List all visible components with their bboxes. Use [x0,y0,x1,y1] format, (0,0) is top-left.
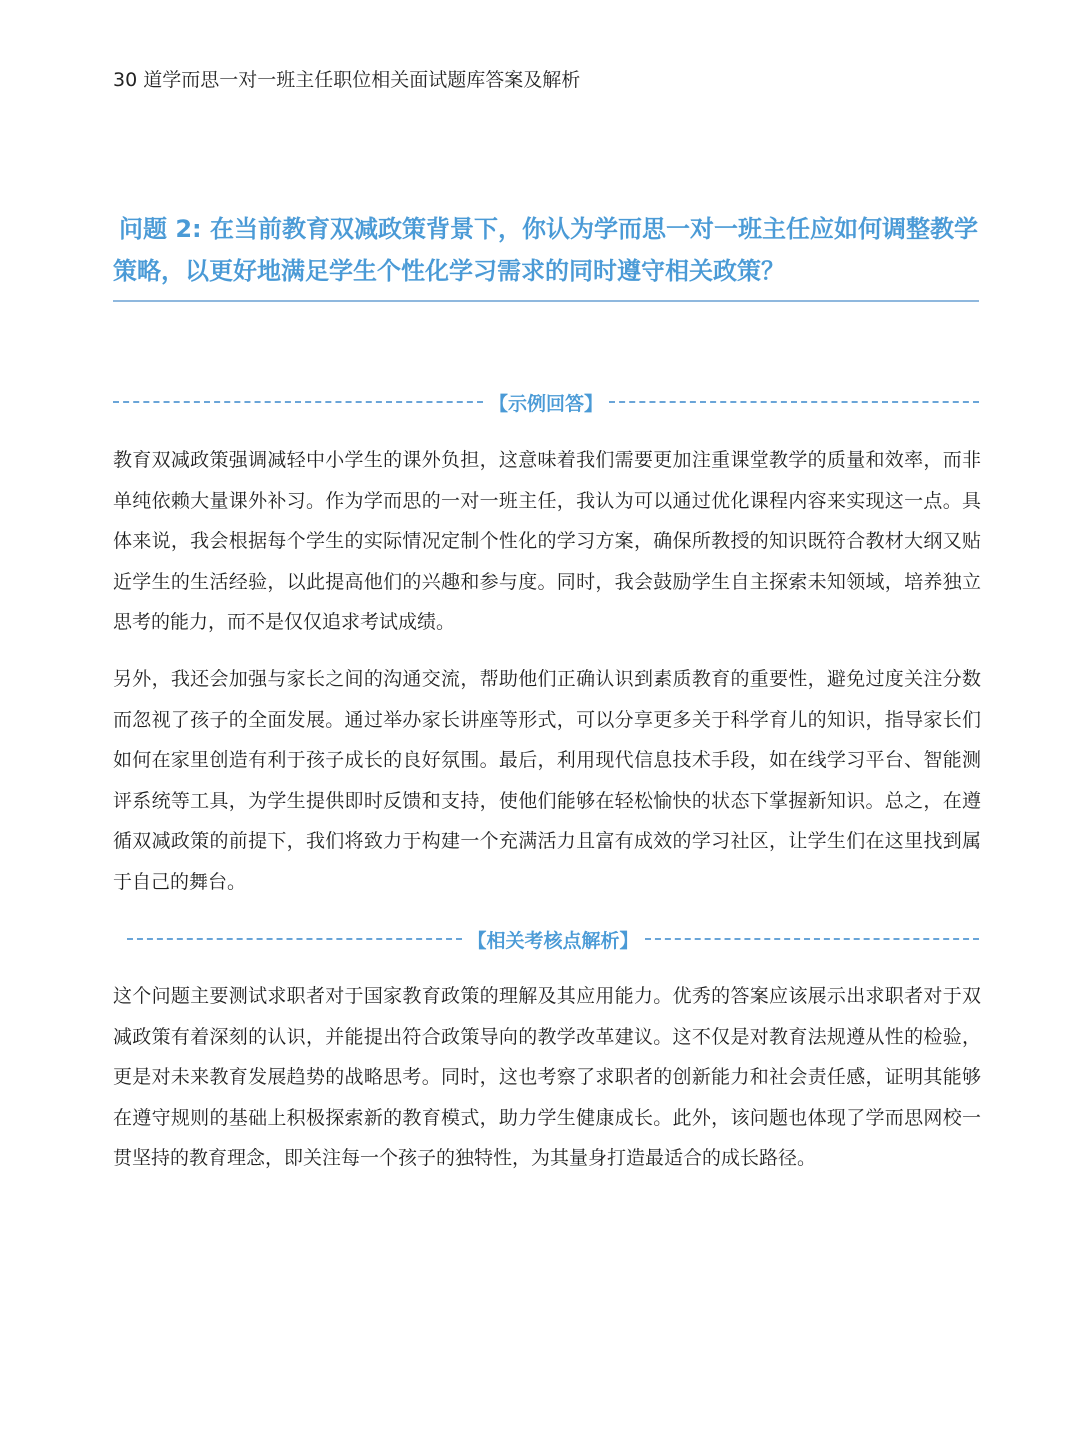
document-header-title: 30 道学而思一对一班主任职位相关面试题库答案及解析 [113,69,581,91]
analysis-label: 【相关考核点解析】 [467,929,639,952]
answer-paragraph-1: 教育双减政策强调减轻中小学生的课外负担，这意味着我们需要更加注重课堂教学的质量和效率，而非单纯依赖大量课外补习。作为学而思的一对一班主任，我认为可以通过优化课程内容来实现这一点。具体来说，我会根据每个学生的实际情况定制个性化的学习方案，确保所教授的知识既符合教材大纲又贴近学生的生活经验，以此提高他们的兴趣和参与度。同时，我会鼓励学生自主探索未知领域，培养独立思考的能力，而不是仅仅追求考试成绩。 [113,449,981,633]
answer-paragraph-2: 另外，我还会加强与家长之间的沟通交流，帮助他们正确认识到素质教育的重要性，避免过度关注分数而忽视了孩子的全面发展。通过举办家长讲座等形式，可以分享更多关于科学育儿的知识，指导家长们如何在家里创造有利于孩子成长的良好氛围。最后，利用现代信息技术手段，如在线学习平台、智能测评系统等工具，为学生提供即时反馈和支持，使他们能够在轻松愉快的状态下掌握新知识。总之，在遵循双减政策的前提下，我们将致力于构建一个充满活力且富有成效的学习社区，让学生们在这里找到属于自己的舞台。 [113,668,981,893]
question-heading: 问题 2: 在当前教育双减政策背景下，你认为学而思一对一班主任应如何调整教学策略，以更好地满足学生个性化学习需求的同时遵守相关政策？ [113,208,979,302]
dashed-rule-left [113,401,483,403]
dashed-rule-right [645,938,980,940]
example-answer-label: 【示例回答】 [489,392,604,415]
analysis-divider [113,924,979,954]
example-answer-divider [113,387,979,417]
analysis-paragraph: 这个问题主要测试求职者对于国家教育政策的理解及其应用能力。优秀的答案应该展示出求职者对于双减政策有着深刻的认识，并能提出符合政策导向的教学改革建议。这不仅是对教育法规遵从性的检验，更是对未来教育发展趋势的战略思考。同时，这也考察了求职者的创新能力和社会责任感，证明其能够在遵守规则的基础上积极探索新的教育模式，助力学生健康成长。此外，该问题也体现了学而思网校一贯坚持的教育理念，即关注每一个孩子的独特性，为其量身打造最适合的成长路径。 [113,985,981,1169]
dashed-rule-left [127,938,462,940]
dashed-rule-right [609,401,979,403]
